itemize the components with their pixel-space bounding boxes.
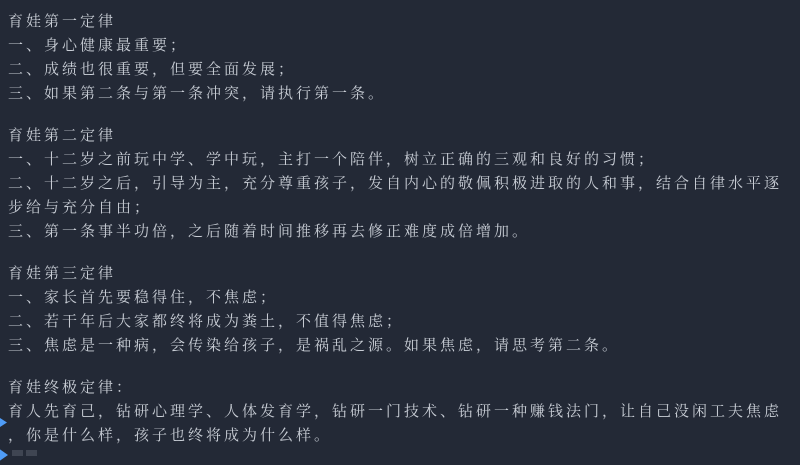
cutoff-text-fragment [12, 450, 23, 456]
text-line: 三、第一条事半功倍，之后随着时间推移再去修正难度成倍增加。 [8, 222, 531, 240]
text-line: 三、焦虑是一种病，会传染给孩子，是祸乱之源。如果焦虑，请思考第二条。 [8, 336, 621, 354]
text-line: 一、身心健康最重要； [8, 36, 189, 54]
text-line: 二、若干年后大家都终将成为粪土，不值得焦虑； [8, 312, 405, 330]
section-title: 育娃第一定律 [8, 12, 117, 30]
section-title: 育娃终极定律： [8, 378, 135, 396]
section-law-2 [8, 123, 800, 243]
section-law-final [8, 375, 800, 447]
text-line: 一、家长首先要稳得住，不焦虑； [8, 288, 279, 306]
section-title: 育娃第二定律 [8, 126, 117, 144]
text-line: 三、如果第二条与第一条冲突，请执行第一条。 [8, 84, 387, 102]
text-line: 一、十二岁之前玩中学、学中玩，主打一个陪伴，树立正确的三观和良好的习惯； [8, 150, 657, 168]
text-line: 步给与充分自由； [8, 198, 153, 216]
cutoff-text-fragment [26, 450, 37, 456]
blue-play-cursor-icon-cutoff [0, 448, 8, 462]
section-law-3 [8, 261, 800, 357]
section-title: 育娃第三定律 [8, 264, 117, 282]
text-line: 二、成绩也很重要，但要全面发展； [8, 60, 297, 78]
text-document [8, 9, 800, 465]
text-line: 育人先育己，钻研心理学、人体发育学，钻研一门技术、钻研一种赚钱法门，让自己没闲工夫焦虑 [8, 402, 783, 420]
text-line: 二、十二岁之后，引导为主，充分尊重孩子，发自内心的敬佩积极进取的人和事，结合自律水平逐 [8, 174, 783, 192]
section-law-1 [8, 9, 800, 105]
text-line: ，你是什么样，孩子也终将成为什么样。 [8, 426, 333, 444]
blue-play-cursor-icon [0, 416, 7, 429]
